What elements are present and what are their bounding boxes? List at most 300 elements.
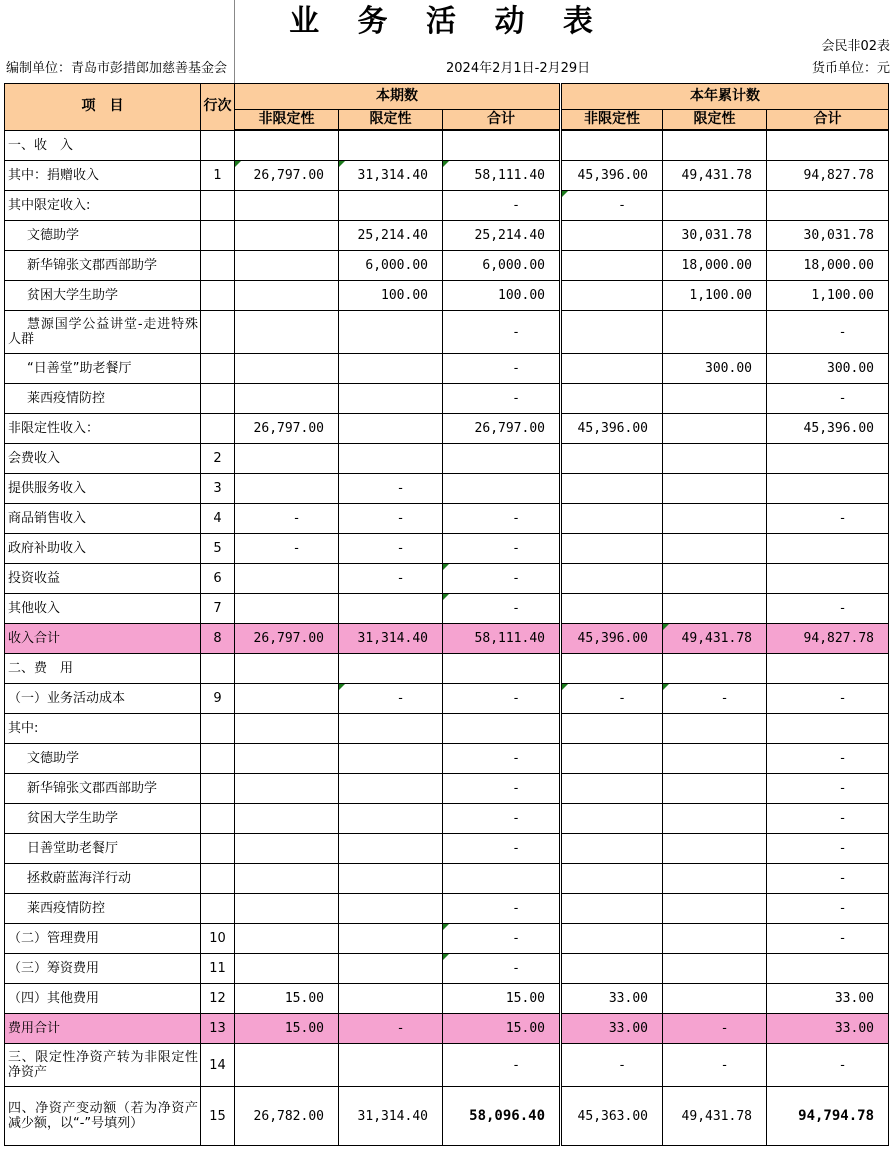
cell-value: 45,396.00 [561,414,663,444]
cell-value [561,221,663,251]
cell-value [663,474,767,504]
table-row [5,924,889,954]
cell-value [561,251,663,281]
cell-value [235,954,339,984]
cell-value [767,714,889,744]
cell-value: 300.00 [663,354,767,384]
cell-value [561,564,663,594]
cell-value [339,804,443,834]
row-line-number [201,130,235,161]
table-row [5,624,889,654]
cell-value [235,744,339,774]
cell-value [339,834,443,864]
cell-value [663,714,767,744]
cell-value: 49,431.78 [663,1087,767,1146]
cell-value [663,130,767,161]
cell-value: - [663,1014,767,1044]
cell-value: 49,431.78 [663,161,767,191]
row-item-label: （一）业务活动成本 [5,684,201,714]
table-row [5,864,889,894]
row-item-label: 新华锦张文郡西部助学 [5,251,201,281]
row-line-number: 3 [201,474,235,504]
cell-value: - [767,684,889,714]
cell-value: 30,031.78 [767,221,889,251]
cell-value [663,504,767,534]
cell-value: 1,100.00 [663,281,767,311]
cell-value [561,504,663,534]
cell-value [663,564,767,594]
cell-value: 300.00 [767,354,889,384]
cell-value [339,654,443,684]
table-row [5,1087,889,1146]
cell-value [561,864,663,894]
cell-value: 6,000.00 [339,251,443,281]
cell-value: - [443,311,561,354]
table-row [5,894,889,924]
activity-table [4,83,889,1146]
cell-value: - [443,834,561,864]
row-item-label: 贫困大学生助学 [5,281,201,311]
cell-value: - [767,864,889,894]
header-total: 合计 [767,110,889,131]
cell-value: 26,797.00 [235,414,339,444]
cell-value: - [443,774,561,804]
cell-value [443,444,561,474]
cell-value: - [767,834,889,864]
header-restricted: 限定性 [663,110,767,131]
cell-value [663,834,767,864]
cell-value: 33.00 [561,984,663,1014]
report-title: 业 务 活 动 表 [289,4,607,39]
table-row [5,1044,889,1087]
cell-value [339,354,443,384]
cell-value: 15.00 [443,984,561,1014]
cell-value: - [767,384,889,414]
column-divider [234,0,235,84]
cell-value: - [443,504,561,534]
table-row [5,130,889,161]
cell-value: 33.00 [767,984,889,1014]
cell-value [443,654,561,684]
header-line-no: 行次 [201,84,235,131]
table-row [5,834,889,864]
cell-value [339,594,443,624]
cell-value [443,130,561,161]
row-line-number: 6 [201,564,235,594]
cell-value [235,384,339,414]
row-line-number [201,191,235,221]
row-item-label: 其中: [5,714,201,744]
table-row [5,504,889,534]
cell-value [235,714,339,744]
cell-value [443,714,561,744]
cell-value [443,474,561,504]
table-row [5,1014,889,1044]
cell-value [561,744,663,774]
row-line-number [201,251,235,281]
cell-value [339,714,443,744]
cell-value [561,474,663,504]
row-item-label: 收入合计 [5,624,201,654]
cell-value [663,864,767,894]
row-line-number: 4 [201,504,235,534]
header-unrestricted: 非限定性 [235,110,339,131]
row-line-number: 12 [201,984,235,1014]
cell-value [561,354,663,384]
cell-value [663,414,767,444]
row-item-label: 莱西疫情防控 [5,384,201,414]
cell-value [767,564,889,594]
cell-value [235,804,339,834]
table-row [5,654,889,684]
cell-value: - [443,354,561,384]
cell-value [235,444,339,474]
table-row [5,714,889,744]
cell-value [339,864,443,894]
cell-value [339,311,443,354]
row-line-number [201,864,235,894]
cell-value [235,594,339,624]
cell-value [339,774,443,804]
cell-value: 18,000.00 [663,251,767,281]
cell-value [767,534,889,564]
cell-value: - [767,1044,889,1087]
row-item-label: 其他收入 [5,594,201,624]
cell-value: 58,111.40 [443,161,561,191]
cell-value [235,834,339,864]
row-item-label: 商品销售收入 [5,504,201,534]
row-item-label: 政府补助收入 [5,534,201,564]
cell-value [339,191,443,221]
row-line-number: 11 [201,954,235,984]
row-item-label: 二、费 用 [5,654,201,684]
table-row [5,534,889,564]
table-row [5,221,889,251]
cell-value [767,444,889,474]
row-line-number [201,714,235,744]
row-item-label: （四）其他费用 [5,984,201,1014]
cell-value [235,281,339,311]
cell-value: - [339,504,443,534]
cell-value: 25,214.40 [339,221,443,251]
cell-value: 15.00 [235,984,339,1014]
report-period: 2024年2月1日-2月29日 [446,61,591,76]
cell-value [561,281,663,311]
cell-value: - [663,1044,767,1087]
row-item-label: 莱西疫情防控 [5,894,201,924]
cell-value: 26,797.00 [235,624,339,654]
cell-value [235,191,339,221]
cell-value [561,714,663,744]
row-line-number [201,774,235,804]
row-line-number [201,311,235,354]
cell-value: - [443,924,561,954]
row-line-number: 15 [201,1087,235,1146]
cell-value [235,864,339,894]
cell-value [767,130,889,161]
cell-value [235,130,339,161]
cell-value [339,414,443,444]
org-label: 编制单位：青岛市彭措郎加慈善基金会 [6,61,228,76]
cell-value: - [443,804,561,834]
table-row [5,161,889,191]
cell-value: 25,214.40 [443,221,561,251]
cell-value: - [235,534,339,564]
cell-value: 94,827.78 [767,161,889,191]
table-row [5,191,889,221]
row-item-label: 三、限定性净资产转为非限定性净资产 [5,1044,201,1087]
header-item: 项 目 [5,84,201,131]
table-row [5,444,889,474]
row-item-label: 其中限定收入: [5,191,201,221]
cell-value: 49,431.78 [663,624,767,654]
table-row [5,594,889,624]
cell-value [663,311,767,354]
row-item-label: 拯救蔚蓝海洋行动 [5,864,201,894]
cell-value: - [443,744,561,774]
row-item-label: 投资收益 [5,564,201,594]
row-item-label: 提供服务收入 [5,474,201,504]
cell-value: 58,096.40 [443,1087,561,1146]
cell-value: 33.00 [561,1014,663,1044]
table-row [5,354,889,384]
cell-value [235,251,339,281]
cell-value [663,744,767,774]
cell-value [561,444,663,474]
cell-value: - [339,564,443,594]
row-line-number: 1 [201,161,235,191]
cell-value [339,924,443,954]
cell-value [767,954,889,984]
table-row [5,384,889,414]
cell-value: 100.00 [443,281,561,311]
row-item-label: 一、收 入 [5,130,201,161]
cell-value [235,924,339,954]
cell-value: - [767,311,889,354]
cell-value [235,774,339,804]
cell-value [561,894,663,924]
row-item-label: 日善堂助老餐厅 [5,834,201,864]
cell-value: - [767,594,889,624]
cell-value: - [443,954,561,984]
cell-value [235,1044,339,1087]
row-item-label: 费用合计 [5,1014,201,1044]
table-row [5,804,889,834]
cell-value [663,924,767,954]
table-row [5,684,889,714]
cell-value: - [767,744,889,774]
cell-value [767,474,889,504]
table-row [5,744,889,774]
cell-value: - [339,1014,443,1044]
cell-value: 94,827.78 [767,624,889,654]
row-item-label: 慧源国学公益讲堂-走进特殊人群 [5,311,201,354]
table-row [5,984,889,1014]
row-item-label: 四、净资产变动额（若为净资产减少额，以“-”号填列） [5,1087,201,1146]
row-line-number [201,384,235,414]
cell-value: 45,396.00 [767,414,889,444]
cell-value [561,594,663,624]
table-row [5,251,889,281]
row-item-label: 贫困大学生助学 [5,804,201,834]
cell-value [767,191,889,221]
row-line-number [201,834,235,864]
cell-value [561,384,663,414]
cell-value: - [767,774,889,804]
form-code: 会民非02表 [821,39,890,54]
row-line-number: 13 [201,1014,235,1044]
cell-value [561,654,663,684]
cell-value: - [443,384,561,414]
cell-value: 6,000.00 [443,251,561,281]
cell-value: 26,797.00 [443,414,561,444]
row-line-number [201,414,235,444]
cell-value [663,444,767,474]
cell-value [561,804,663,834]
cell-value: 45,396.00 [561,161,663,191]
row-line-number [201,894,235,924]
cell-value [339,1044,443,1087]
cell-value [235,894,339,924]
table-row [5,474,889,504]
table-row [5,281,889,311]
cell-value: 94,794.78 [767,1087,889,1146]
row-line-number [201,221,235,251]
table-row [5,774,889,804]
currency-unit: 货币单位：元 [811,61,890,76]
cell-value [443,864,561,894]
row-line-number: 9 [201,684,235,714]
row-line-number [201,804,235,834]
cell-value: - [767,894,889,924]
row-line-number [201,281,235,311]
cell-value: - [443,564,561,594]
cell-value: 45,363.00 [561,1087,663,1146]
row-item-label: （二）管理费用 [5,924,201,954]
cell-value: - [443,191,561,221]
cell-value: 18,000.00 [767,251,889,281]
cell-value: - [443,894,561,924]
row-line-number: 5 [201,534,235,564]
cell-value: - [767,504,889,534]
cell-value [561,130,663,161]
row-line-number: 2 [201,444,235,474]
table-row [5,414,889,444]
cell-value [235,654,339,684]
cell-value: - [443,594,561,624]
cell-value: 15.00 [443,1014,561,1044]
cell-value [339,744,443,774]
cell-value: - [767,924,889,954]
cell-value: 30,031.78 [663,221,767,251]
row-line-number: 10 [201,924,235,954]
cell-value: 31,314.40 [339,161,443,191]
cell-value: - [443,534,561,564]
cell-value [339,894,443,924]
row-line-number: 14 [201,1044,235,1087]
cell-value: - [339,534,443,564]
row-item-label: “日善堂”助老餐厅 [5,354,201,384]
cell-value: - [561,1044,663,1087]
header-total: 合计 [443,110,561,131]
row-line-number [201,654,235,684]
cell-value: - [235,504,339,534]
cell-value [339,984,443,1014]
cell-value [663,804,767,834]
header-year-cumulative: 本年累计数 [561,84,889,110]
cell-value: - [339,474,443,504]
cell-value: 58,111.40 [443,624,561,654]
cell-value [561,534,663,564]
table-row [5,311,889,354]
cell-value: - [663,684,767,714]
row-item-label: 其中：捐赠收入 [5,161,201,191]
cell-value [235,354,339,384]
row-item-label: 会费收入 [5,444,201,474]
cell-value: 33.00 [767,1014,889,1044]
row-item-label: 新华锦张文郡西部助学 [5,774,201,804]
cell-value [561,954,663,984]
row-line-number: 7 [201,594,235,624]
cell-value: - [767,804,889,834]
cell-value [235,474,339,504]
cell-value: 26,797.00 [235,161,339,191]
cell-value [235,684,339,714]
cell-value: 31,314.40 [339,624,443,654]
cell-value [235,221,339,251]
row-item-label: 非限定性收入： [5,414,201,444]
cell-value [339,130,443,161]
cell-value: - [443,1044,561,1087]
cell-value [767,654,889,684]
cell-value [339,444,443,474]
cell-value [663,534,767,564]
row-line-number [201,744,235,774]
row-line-number: 8 [201,624,235,654]
cell-value [663,654,767,684]
cell-value [561,774,663,804]
cell-value [561,834,663,864]
header-unrestricted: 非限定性 [561,110,663,131]
cell-value: 26,782.00 [235,1087,339,1146]
cell-value: 31,314.40 [339,1087,443,1146]
header-current-period: 本期数 [235,84,561,110]
cell-value: 45,396.00 [561,624,663,654]
cell-value [663,894,767,924]
cell-value: - [561,684,663,714]
table-row [5,564,889,594]
cell-value [235,311,339,354]
cell-value [663,954,767,984]
cell-value: - [561,191,663,221]
cell-value [663,594,767,624]
cell-value: 100.00 [339,281,443,311]
cell-value: 1,100.00 [767,281,889,311]
row-item-label: （三）筹资费用 [5,954,201,984]
header-restricted: 限定性 [339,110,443,131]
row-item-label: 文德助学 [5,221,201,251]
row-item-label: 文德助学 [5,744,201,774]
row-line-number [201,354,235,384]
cell-value [663,191,767,221]
cell-value [663,774,767,804]
cell-value [339,384,443,414]
cell-value: - [339,684,443,714]
cell-value [663,984,767,1014]
table-row [5,954,889,984]
cell-value: - [443,684,561,714]
cell-value [339,954,443,984]
